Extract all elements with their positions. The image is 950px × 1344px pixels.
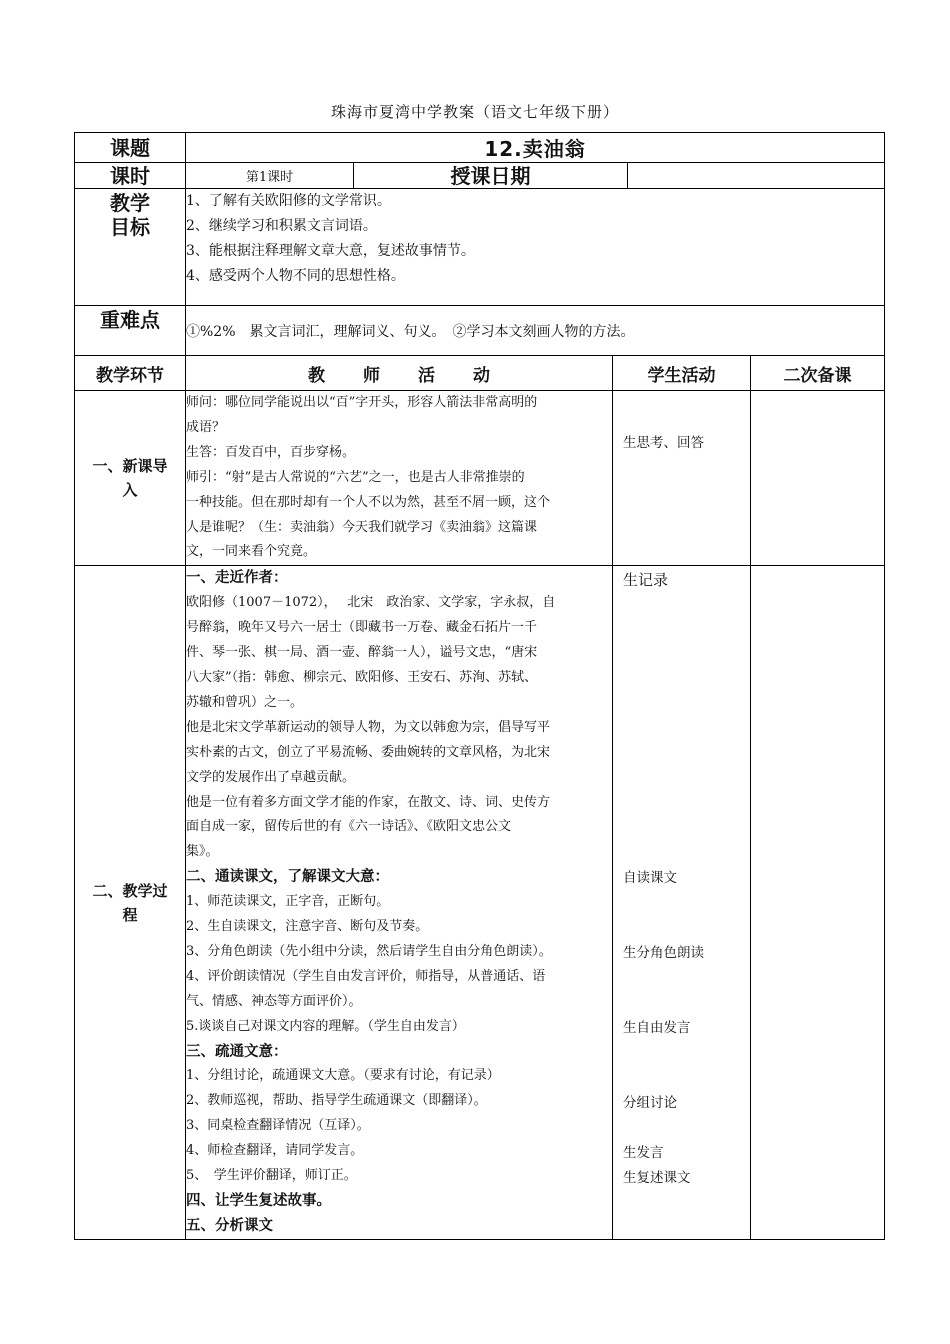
teacher-line: 件、琴一张、棋一局、酒一壶、醉翁一人），谥号文忠，“唐宋 (186, 645, 538, 661)
teacher-line: 他是一位有着多方面文学才能的作家，在散文、诗、词、史传方 (186, 794, 551, 810)
teacher-line: 2、教师巡视，帮助、指导学生疏通课文（即翻译）。 (186, 1093, 487, 1109)
goal-item: 3、能根据注释理解文章大意，复述故事情节。 (186, 243, 475, 259)
period-label: 课时 (75, 163, 186, 189)
process-second-prep (751, 566, 885, 1239)
teacher-line: 4、评价朗读情况（学生自由发言评价，师指导，从普通话、语 (186, 968, 546, 984)
teacher-line: 集》。 (186, 844, 219, 860)
teacher-header-text: 教师活动 (308, 365, 528, 386)
student-note: 生复述课文 (623, 1170, 691, 1187)
lesson-plan-table (74, 132, 885, 1240)
teacher-line: 3、分角色朗读（先小组中分读，然后请学生自由分角色朗读）。 (186, 943, 552, 959)
teacher-line: 文，一同来看个究竟。 (186, 544, 317, 560)
intro-second-prep (751, 391, 885, 566)
teacher-line: 苏辙和曾巩）之一。 (186, 694, 304, 710)
teacher-line: 2、生自读课文，注意字音、断句及节奏。 (186, 919, 429, 935)
process-teacher-activity (186, 566, 613, 1239)
section-heading: 五、分析课文 (186, 1217, 273, 1234)
lesson-title: 12.卖油翁 (186, 133, 885, 163)
intro-stage (75, 391, 186, 566)
date-value (628, 163, 885, 189)
process-stage-text: 二、教学过 程 (92, 881, 168, 924)
page-title: 珠海市夏湾中学教案（语文七年级下册） (330, 103, 619, 121)
goals-label-text: 教学 目标 (110, 191, 150, 239)
intro-stage-text: 一、新课导 入 (92, 457, 168, 500)
teacher-line: 5.谈谈自己对课文内容的理解。（学生自由发言） (186, 1018, 465, 1034)
student-note: 生发言 (623, 1145, 664, 1162)
goal-item: 1、了解有关欧阳修的文学常识。 (186, 193, 391, 209)
student-note: 生思考、回答 (623, 435, 704, 451)
teacher-line: 人是谁呢？（生：卖油翁）今天我们就学习《卖油翁》这篇课 (186, 519, 538, 535)
student-note: 生分角色朗读 (623, 945, 704, 962)
teacher-line: 1、师范读课文，正字音，正断句。 (186, 894, 390, 910)
section-heading: 一、走近作者： (186, 570, 288, 587)
teacher-line: 气、情感、神态等方面评价）。 (186, 993, 362, 1009)
teacher-line: 他是北宋文学革新运动的领导人物，为文以韩愈为宗，倡导写平 (186, 719, 551, 735)
goals-label (75, 189, 186, 306)
teacher-line: 师问：哪位同学能说出以“百”字开头，形容人箭法非常高明的 (186, 395, 538, 410)
col-student-header: 学生活动 (613, 356, 751, 391)
teacher-line: 实朴素的古文，创立了平易流畅、委曲婉转的文章风格，为北宋 (186, 744, 551, 760)
section-heading: 四、让学生复述故事。 (186, 1193, 331, 1209)
teacher-line: 1、分组讨论，疏通课文大意。（要求有讨论，有记录） (186, 1068, 500, 1084)
teacher-line: 面自成一家，留传后世的有《六一诗话》、《欧阳文忠公文 (186, 819, 512, 835)
teacher-line: 师引：“射”是古人常说的“六艺”之一，也是古人非常推崇的 (186, 469, 525, 485)
col-second-header: 二次备课 (751, 356, 885, 391)
teacher-line: 生答：百发百中，百步穿杨。 (186, 444, 356, 460)
intro-teacher-activity (186, 391, 613, 566)
teacher-line: 3、同桌检查翻译情况（互译）。 (186, 1118, 370, 1134)
student-note: 分组讨论 (623, 1095, 677, 1112)
teacher-line: 4、师检查翻译，请同学发言。 (186, 1143, 364, 1159)
teacher-line: 号醉翁，晚年又号六一居士（即藏书一万卷、藏金石拓片一千 (186, 620, 538, 636)
intro-student-activity (613, 391, 751, 566)
student-note: 自读课文 (623, 870, 677, 887)
keypoints-text: ①%2% 累文言词汇，理解词义、句义。 ②学习本文刻画人物的方法。 (186, 306, 885, 356)
teacher-line: 5、 学生评价翻译，师订正。 (186, 1168, 357, 1184)
student-note: 生自由发言 (623, 1020, 691, 1037)
goals-list (186, 189, 885, 306)
topic-label: 课题 (75, 133, 186, 163)
process-stage (75, 566, 186, 1239)
date-label: 授课日期 (354, 163, 628, 189)
section-heading: 二、通读课文，了解课文大意： (186, 869, 389, 886)
teacher-line: 一种技能。但在那时却有一个人不以为然，甚至不屑一顾，这个 (186, 494, 551, 510)
goal-item: 2、继续学习和积累文言词语。 (186, 218, 377, 234)
col-teacher-header (186, 356, 613, 391)
teacher-line: 文学的发展作出了卓越贡献。 (186, 769, 356, 785)
teacher-line: 成语？ (186, 419, 226, 435)
col-stage-header: 教学环节 (75, 356, 186, 391)
period-value: 第1课时 (186, 163, 354, 189)
keypoints-label: 重难点 (75, 306, 186, 356)
student-note: 生记录 (623, 571, 669, 590)
teacher-line: 欧阳修（1007－1072）， 北宋 政治家、文学家，字永叔，自 (186, 595, 556, 611)
process-student-activity (613, 566, 751, 1239)
teacher-line: 八大家”（指：韩愈、柳宗元、欧阳修、王安石、苏洵、苏轼、 (186, 669, 538, 685)
goal-item: 4、感受两个人物不同的思想性格。 (186, 268, 405, 284)
section-heading: 三、疏通文意： (186, 1043, 288, 1060)
